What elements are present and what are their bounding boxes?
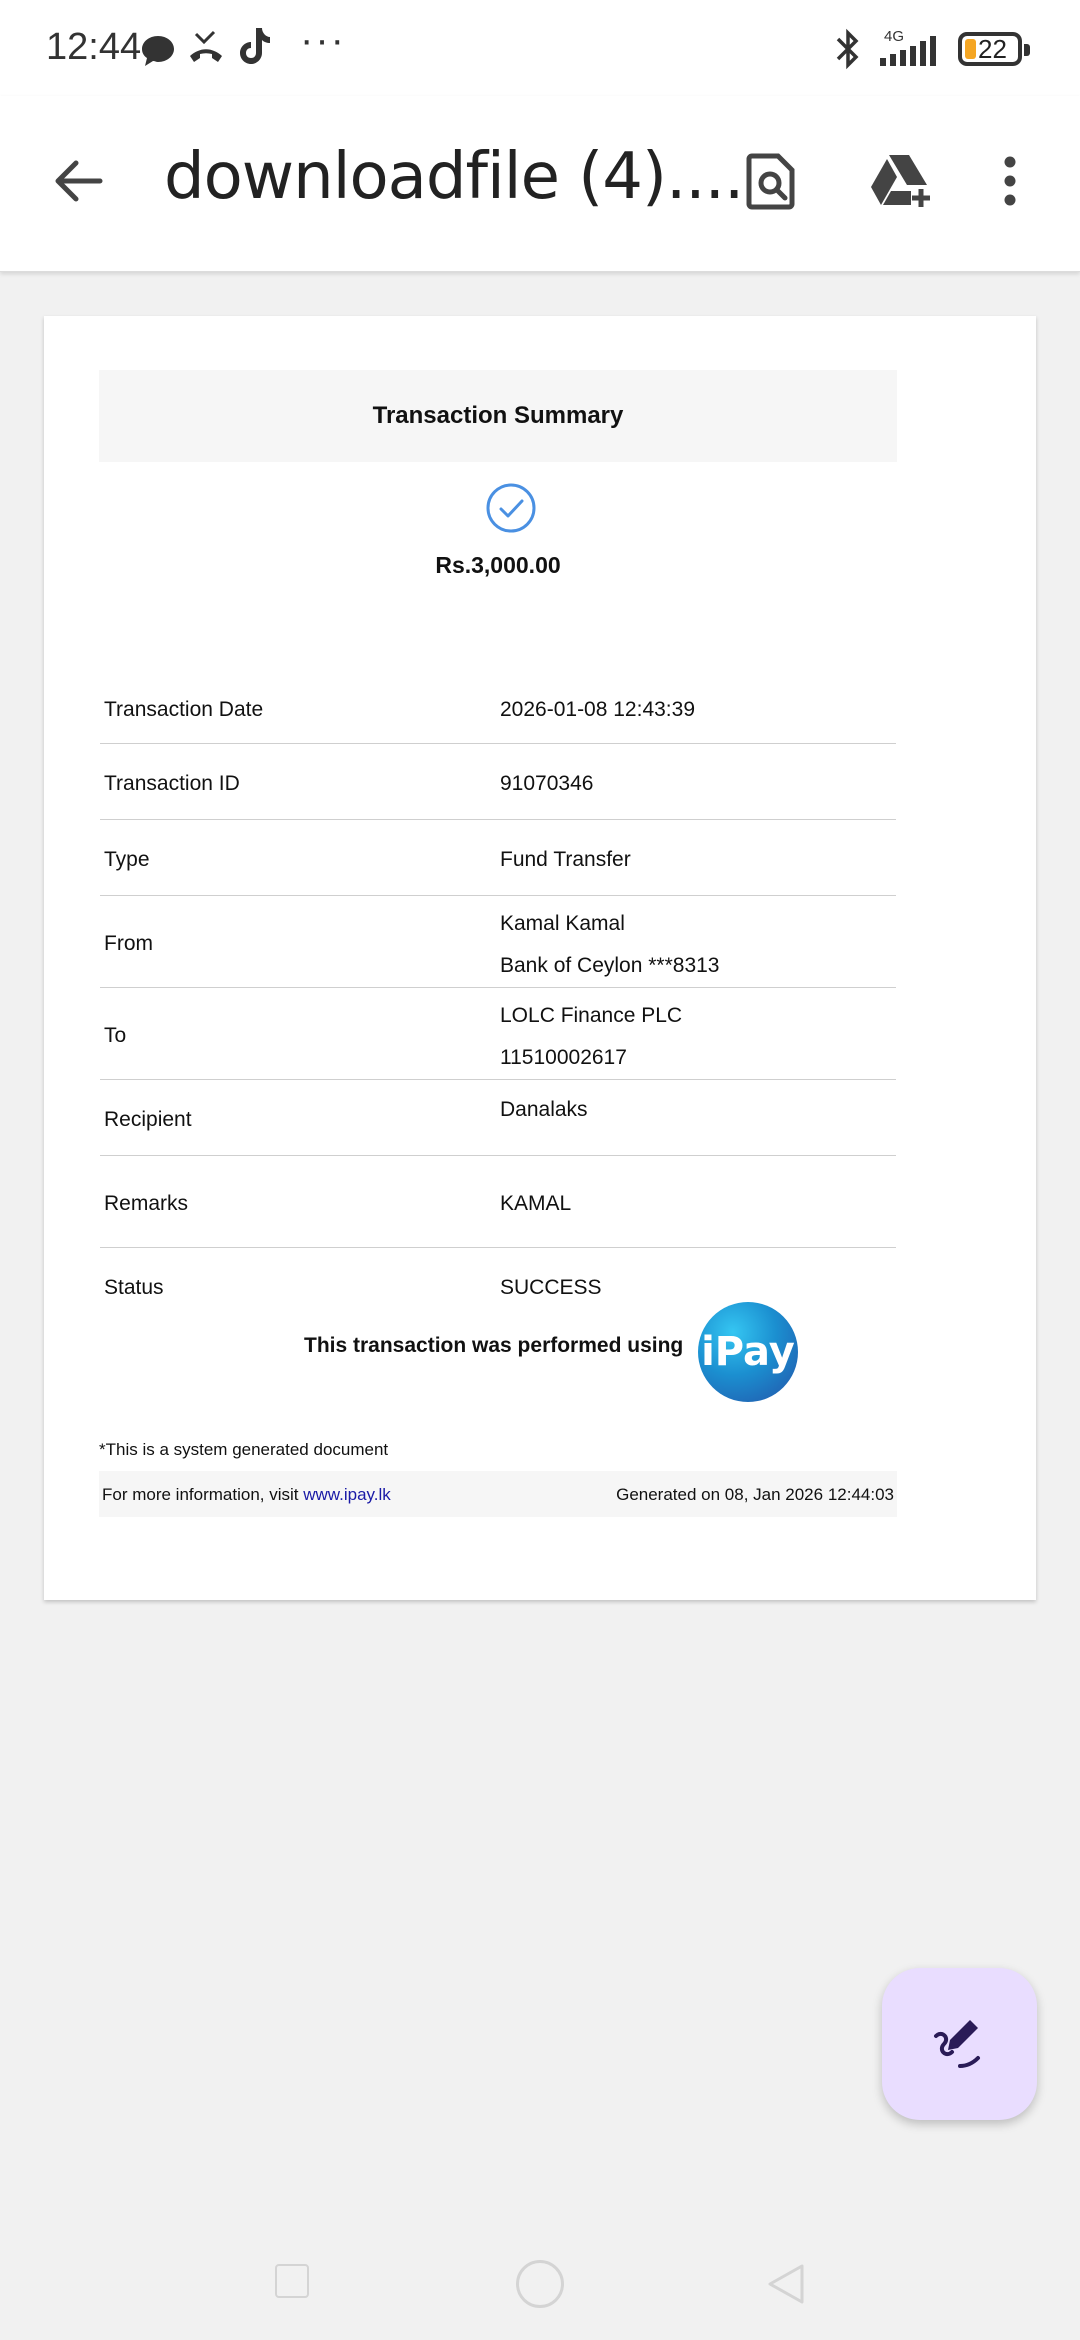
row-value: SUCCESS bbox=[500, 1276, 602, 1299]
transaction-summary-heading: Transaction Summary bbox=[99, 370, 897, 462]
row-label: Transaction ID bbox=[104, 772, 240, 795]
status-time: 12:44 bbox=[46, 26, 142, 68]
logo-text: iPay bbox=[701, 1329, 795, 1375]
back-button[interactable] bbox=[38, 136, 118, 226]
footer-info bbox=[102, 1485, 391, 1505]
row-value: 2026-01-08 12:43:39 bbox=[500, 698, 695, 721]
row-value: LOLC Finance PLC bbox=[500, 1004, 683, 1027]
table-row bbox=[100, 744, 896, 820]
system-generated-note: *This is a system generated document bbox=[99, 1440, 389, 1459]
chat-bubble-icon bbox=[140, 34, 176, 68]
transaction-amount: Rs.3,000.00 bbox=[435, 552, 561, 578]
find-in-page-icon bbox=[746, 152, 798, 210]
table-row bbox=[100, 896, 896, 988]
row-value: Danalaks bbox=[500, 1098, 588, 1121]
recents-button[interactable] bbox=[275, 2264, 309, 2298]
status-bar bbox=[0, 0, 1080, 96]
more-notifications: ··· bbox=[300, 18, 346, 62]
table-row bbox=[100, 1156, 896, 1248]
missed-call-icon bbox=[186, 30, 226, 66]
table-row bbox=[100, 820, 896, 896]
row-value: Kamal Kamal bbox=[500, 912, 625, 935]
ipay-website-link[interactable]: www.ipay.lk bbox=[303, 1485, 391, 1504]
ipay-logo bbox=[698, 1302, 798, 1402]
home-button[interactable] bbox=[516, 2260, 564, 2308]
network-type: 4G bbox=[884, 28, 905, 45]
add-to-drive-icon bbox=[869, 153, 935, 209]
overflow-menu-icon bbox=[1002, 156, 1018, 206]
table-row bbox=[100, 1248, 896, 1308]
success-check-icon bbox=[485, 482, 537, 534]
performed-using-text: This transaction was performed using bbox=[304, 1334, 684, 1357]
battery-icon bbox=[958, 32, 1022, 66]
row-value: Fund Transfer bbox=[500, 848, 631, 871]
document-title: downloadfile (4).... bbox=[164, 140, 744, 214]
system-nav-bar bbox=[0, 2240, 1080, 2340]
row-label: Transaction Date bbox=[104, 698, 264, 721]
generated-timestamp: Generated on 08, Jan 2026 12:44:03 bbox=[616, 1485, 894, 1504]
edit-fab-button[interactable] bbox=[882, 1968, 1037, 2120]
app-bar bbox=[0, 96, 1080, 272]
row-label: Type bbox=[104, 848, 150, 871]
row-label: From bbox=[104, 932, 153, 955]
table-row bbox=[100, 988, 896, 1080]
row-label: To bbox=[104, 1024, 127, 1047]
row-label: Status bbox=[104, 1276, 164, 1299]
row-value: KAMAL bbox=[500, 1192, 572, 1215]
edit-pen-icon bbox=[930, 2014, 990, 2074]
signal-icon bbox=[878, 34, 944, 68]
bluetooth-icon bbox=[834, 28, 862, 70]
overflow-menu-button[interactable] bbox=[980, 136, 1040, 226]
row-label: Recipient bbox=[104, 1108, 192, 1131]
table-row bbox=[100, 1080, 896, 1156]
nav-back-button[interactable] bbox=[766, 2262, 806, 2306]
pdf-page bbox=[44, 316, 1036, 1600]
battery-level: 22 bbox=[978, 34, 1007, 64]
row-value: 91070346 bbox=[500, 772, 594, 795]
row-value-secondary: 11510002617 bbox=[500, 1046, 627, 1069]
find-in-page-button[interactable] bbox=[732, 136, 812, 226]
footer-prefix: For more information, visit bbox=[102, 1485, 304, 1504]
table-row bbox=[100, 672, 896, 744]
tiktok-icon bbox=[238, 26, 272, 66]
row-label: Remarks bbox=[104, 1192, 189, 1215]
row-value-secondary: Bank of Ceylon ***8313 bbox=[500, 954, 720, 977]
add-to-drive-button[interactable] bbox=[862, 136, 942, 226]
back-arrow-icon bbox=[52, 157, 104, 205]
document-footer bbox=[99, 1471, 897, 1517]
